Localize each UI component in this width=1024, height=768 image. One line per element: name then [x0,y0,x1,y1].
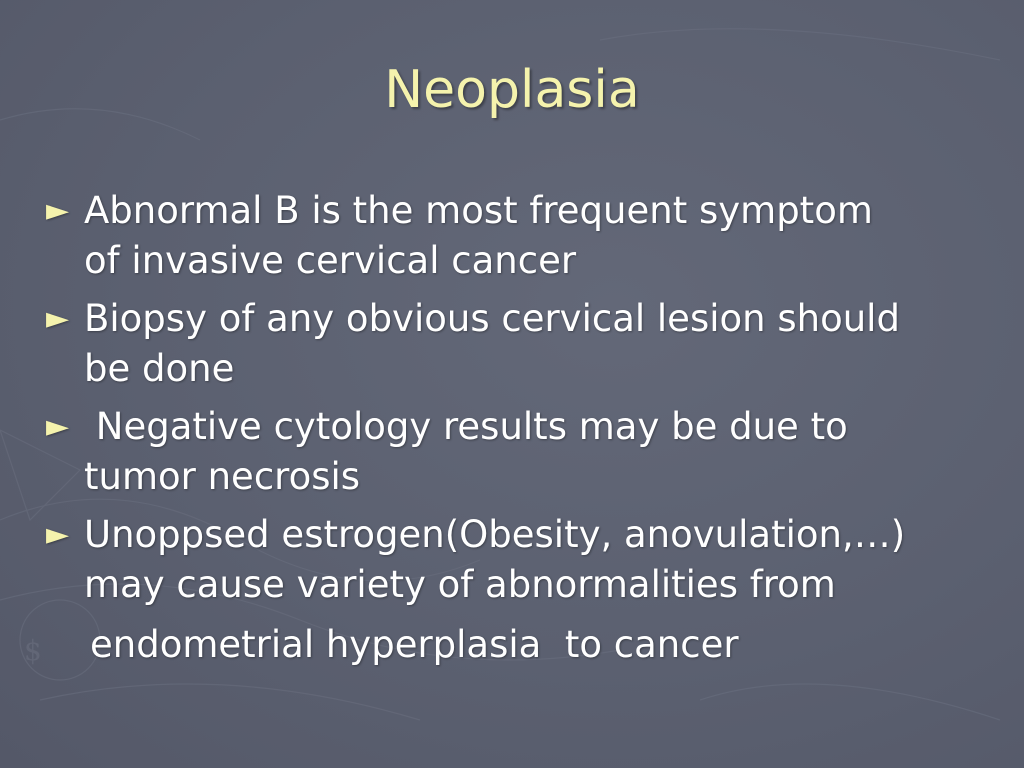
bullet-line: tumor necrosis [84,455,361,498]
bullet-item [46,402,996,502]
bullet-line: be done [84,347,235,390]
bullet-item [46,294,996,394]
slide-title: Neoplasia [384,60,640,120]
continuation-line: endometrial hyperplasia to cancer [90,623,739,666]
bullet-line: Biopsy of any obvious cervical lesion should [84,297,900,340]
bullet-list [46,186,996,678]
triangle-bullet-icon: ► [46,301,70,336]
bullet-item [46,186,996,286]
bullet-line: Abnormal B is the most frequent symptom [84,189,873,232]
svg-text:$: $ [24,634,42,667]
bullet-line: Unoppsed estrogen(Obesity, anovulation,…) [84,513,906,556]
triangle-bullet-icon: ► [46,193,70,228]
bullet-line: may cause variety of abnormalities from [84,563,836,606]
triangle-bullet-icon: ► [46,409,70,444]
bullet-line: Negative cytology results may be due to [84,405,848,448]
triangle-bullet-icon: ► [46,517,70,552]
bullet-item [46,510,996,670]
bullet-line: of invasive cervical cancer [84,239,577,282]
